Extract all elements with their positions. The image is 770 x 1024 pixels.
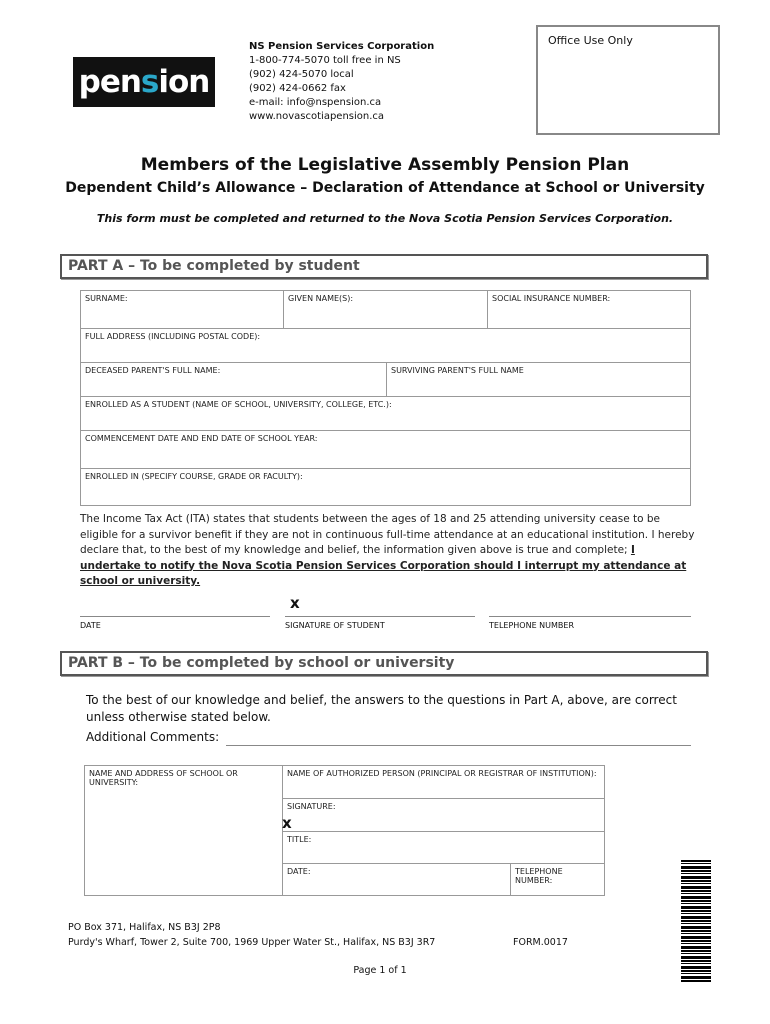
org-name: NS Pension Services Corporation — [249, 41, 435, 52]
additional-comments-label: Additional Comments: — [86, 730, 220, 744]
declaration-emphasis: I undertake to notify the Nova Scotia Pension Services Corporation should I interrupt my attendance at school or university. — [80, 544, 687, 587]
given-names-field[interactable]: GIVEN NAME(S): — [283, 290, 488, 329]
footer-address-2: Purdy's Wharf, Tower 2, Suite 700, 1969 Upper Water St., Halifax, NS B3J 3R7 — [68, 937, 436, 948]
part-b-header: PART B – To be completed by school or university — [60, 651, 708, 676]
school-date-field[interactable]: DATE: — [282, 863, 511, 896]
school-telephone-field[interactable]: TELEPHONE NUMBER: — [510, 863, 605, 896]
declaration-text: The Income Tax Act (ITA) states that students between the ages of 18 and 25 attending university cease to be eligible for a survivor benefit if they are not in continuous full-time attendance at an educational institution. I hereby declare that, to the best of my knowledge and belief, the information given above is true and complete; I undertake to notify the Nova Scotia Pension Services Corporation should I interrupt my attendance at school or university. — [80, 513, 695, 587]
surname-field[interactable]: SURNAME: — [80, 290, 284, 329]
phone-local: (902) 424-5070 local — [249, 69, 354, 80]
telephone-line[interactable]: TELEPHONE NUMBER — [489, 616, 691, 630]
address-field[interactable]: FULL ADDRESS (INCLUDING POSTAL CODE): — [80, 328, 691, 363]
school-signature-field[interactable]: SIGNATURE: — [282, 798, 605, 832]
surviving-parent-field[interactable]: SURVIVING PARENT'S FULL NAME — [386, 362, 691, 397]
date-line[interactable]: DATE — [80, 616, 270, 630]
phone-tollfree: 1-800-774-5070 toll free in NS — [249, 55, 401, 66]
footer-address-1: PO Box 371, Halifax, NS B3J 2P8 — [68, 922, 221, 933]
pension-logo: pension — [73, 57, 215, 107]
authorized-person-field[interactable]: NAME OF AUTHORIZED PERSON (PRINCIPAL OR REGISTRAR OF INSTITUTION): — [282, 765, 605, 799]
form-number: FORM.0017 — [513, 937, 568, 948]
email: e-mail: info@nspension.ca — [249, 97, 382, 108]
school-name-field[interactable]: NAME AND ADDRESS OF SCHOOL OR UNIVERSITY: — [84, 765, 283, 896]
additional-comments-line[interactable] — [226, 745, 691, 746]
signature-mark: x — [290, 594, 300, 612]
deceased-parent-field[interactable]: DECEASED PARENT'S FULL NAME: — [80, 362, 387, 397]
fax-number: (902) 424-0662 fax — [249, 83, 346, 94]
part-b-statement: To the best of our knowledge and belief, the answers to the questions in Part A, above, are correct unless otherwise stated below. — [86, 693, 677, 724]
title-field[interactable]: TITLE: — [282, 831, 605, 864]
enrolled-student-field[interactable]: ENROLLED AS A STUDENT (NAME OF SCHOOL, UNIVERSITY, COLLEGE, ETC.): — [80, 396, 691, 431]
enrolled-in-field[interactable]: ENROLLED IN (SPECIFY COURSE, GRADE OR FACULTY): — [80, 468, 691, 506]
website: www.novascotiapension.ca — [249, 111, 385, 122]
form-title: Members of the Legislative Assembly Pension Plan — [140, 155, 630, 175]
form-subtitle: Dependent Child’s Allowance – Declaration of Attendance at School or University — [65, 180, 705, 196]
school-signature-mark: x — [282, 814, 292, 832]
part-b-table — [84, 765, 605, 896]
page-number: Page 1 of 1 — [353, 965, 407, 976]
office-use-box: Office Use Only — [536, 25, 720, 135]
part-a-header: PART A – To be completed by student — [60, 254, 708, 279]
school-dates-field[interactable]: COMMENCEMENT DATE AND END DATE OF SCHOOL YEAR: — [80, 430, 691, 469]
contact-block — [249, 40, 434, 124]
sin-field[interactable]: SOCIAL INSURANCE NUMBER: — [487, 290, 691, 329]
part-a-table — [80, 290, 691, 506]
form-note: This form must be completed and returned to the Nova Scotia Pension Services Corporation. — [96, 212, 674, 225]
student-signature-line[interactable]: SIGNATURE OF STUDENT — [285, 616, 475, 630]
